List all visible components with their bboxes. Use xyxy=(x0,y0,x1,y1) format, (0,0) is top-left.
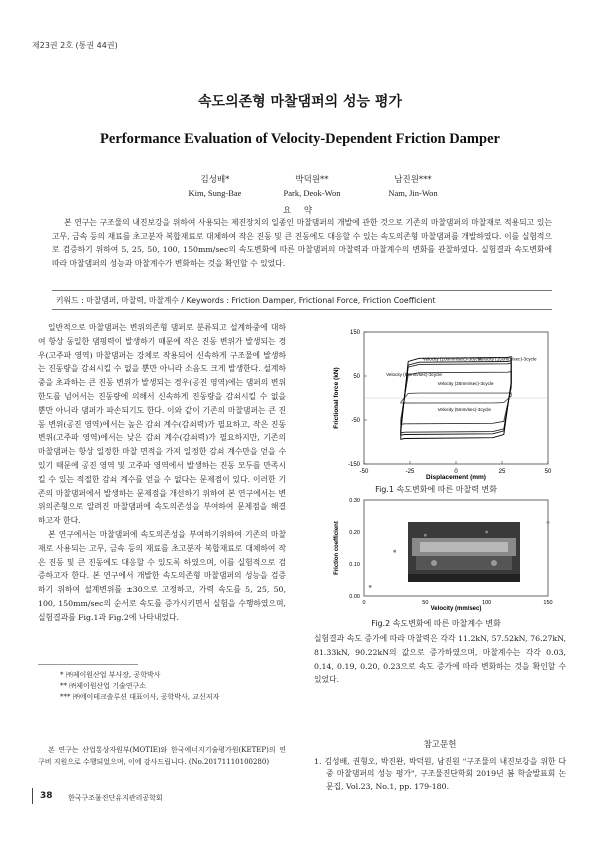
fig1-ytick-label: -50 xyxy=(351,418,360,424)
fig2-panel xyxy=(316,494,556,618)
author-2-name-en: Park, Deok-Won xyxy=(283,188,341,198)
fig2-point xyxy=(424,534,427,537)
abstract-body: 본 연구는 구조물의 내진보강을 위하여 사용되는 제진장치의 일종인 마찰댐퍼의 개발에 관한 것으로 기존의 마찰댐퍼의 마찰재로 적용되고 있는 고무, 금속 등의 재료를 초고분자 복합재료로 대체하여 작은 진동 및 큰 진동에도 대응할 수 있는 속도의존형 마찰댐퍼를 개발하였다. 이를 실험적으로 검증하기 위하여 5, 25, 50, 100, 150mm/sec의 속도변화에 따른 마찰댐퍼의 마찰력과 마찰계수의 변화를 관찰하였다. 실험결과 속도변화에 따라 마찰댐퍼의 성능과 마찰계수가 변화하는 것을 확인할 수 있었다. xyxy=(52,218,552,268)
fig2-chart xyxy=(316,494,556,618)
fig2-xlabel: Velocity (mm/sec) xyxy=(430,606,482,612)
footnotes xyxy=(38,670,286,703)
fig1-xtick-label: 0 xyxy=(454,469,458,475)
fig1-series-label: Velocity (100mm/sec)-3cycle xyxy=(422,356,482,362)
body-paragraph-2: 본 연구에서는 마찰댐퍼에 속도의존성을 부여하기위하여 기존의 마찰재로 사용되는 고무, 금속 등의 재료를 초고분자 복합재료로 대체하여 작은 진동 및 큰 진동에도 대응할 수 있도록 하였으며, 이를 실험적으로 검증하고자 한다. 본 연구에서 개발한 속도의존형 마찰댐퍼의 성능을 검증하기 위하여 설계변위를 ±30으로 고정하고, 가력 속도를 5, 25, 50, 100, 150mm/sec의 순서로 속도를 증가시키면서 실험을 수행하였으며, 실험결과를 Fig.1과 Fig.2에 나타내었다. xyxy=(38,529,286,622)
fig1-series-label: Velocity (25mm/sec)-3cycle xyxy=(437,380,494,386)
journal-issue-header: 제23권 2호 (통권 44권) xyxy=(32,41,118,50)
footer-rule xyxy=(32,788,33,804)
fig2-xtick-label: 150 xyxy=(543,600,553,606)
fig1-caption: Fig.1 속도변화에 따른 마찰력 변화 xyxy=(375,485,497,494)
fig2-point xyxy=(547,521,550,524)
body-paragraph-1: 일반적으로 마찰댐퍼는 변위의존형 댐퍼로 분류되고 설계하중에 대하여 항상 동일한 댐핑력이 발생하기 때문에 작은 진동 변위가 발생되는 경우(고주파 영역) 마찰댐퍼는 강체로 작용되어 신속하게 구조물에 발생하는 진동량을 감쇠시킬 수 없을 뿐만 아니라 소음도 크게 발생한다. 설계하중을 초과하는 큰 진동 변위가 발생되는 경우(공진 영역)에는 댐퍼의 변위한도를 넘어서는 진동량에 의해서 신속하게 진동량을 감쇠시킬 수 없을 뿐만 아니라 댐퍼가 파손되기도 한다. 이와 같이 기존의 마찰댐퍼는 큰 진동 변위(공진 영역)에서는 높은 감쇠 계수(감쇠력)가 필요하고, 작은 진동 변위(고주파 영역)에서는 낮은 감쇠 계수(감쇠력)가 필요하지만, 기존의 마찰댐퍼는 항상 일정한 마찰 면적을 가져 일정한 감쇠 계수만을 얻을 수 있기 때문에 공진 영역 및 고주파 영역에서 발생하는 진동 모두를 만족시킬 수 있는 적절한 감쇠 계수를 얻을 수 없다는 문제점이 있다. 이러한 기존의 마찰댐퍼에서 발생하는 문제점을 개선하기 위하여 본 연구에서는 변위의존형으로 알려진 마찰댐퍼에 속도의존성을 부여하여 문제점을 해결하고자 한다. xyxy=(38,323,286,526)
fig2-ytick-label: 0.30 xyxy=(349,498,360,504)
author-3 xyxy=(358,174,468,200)
abstract-heading: 요 약 xyxy=(282,206,318,216)
fig2-point xyxy=(393,550,396,553)
journal-name: 한국구조물진단유지관리공학회 xyxy=(68,794,163,802)
page-number: 38 xyxy=(40,791,53,801)
fig1-xtick-label: -25 xyxy=(405,469,415,475)
keywords: 키워드 : 마찰댐퍼, 마찰력, 마찰계수 / Keywords : Friction Damper, Frictional Force, Friction Coefficient xyxy=(56,296,436,305)
fig2-photo-inset xyxy=(408,522,520,582)
fig2-ytick-label: 0.00 xyxy=(349,594,360,600)
footnote-2: ** ㈜제이원산업 기술연구소 xyxy=(60,682,147,690)
references-heading: 참고문헌 xyxy=(423,740,457,750)
body-left-column xyxy=(38,321,286,625)
acknowledgment: 본 연구는 산업통상자원부(MOTIE)와 한국에너지기술평가원(KETEP)의 연구비 지원으로 수행되었으며, 이에 감사드립니다. (No.20171110100280) xyxy=(38,746,286,767)
fig2-point xyxy=(485,531,488,534)
author-2-name-ko: 박덕원** xyxy=(295,175,329,185)
footnote-3: *** ㈜에이테크솔루션 대표이사, 공학박사, 교신저자 xyxy=(60,693,220,701)
fig2-ytick-label: 0.20 xyxy=(349,530,360,536)
footnote-rule xyxy=(38,664,138,665)
author-1 xyxy=(160,174,270,200)
title-english: Performance Evaluation of Velocity-Dependent Friction Damper xyxy=(100,131,500,147)
title-korean: 속도의존형 마찰댐퍼의 성능 평가 xyxy=(198,94,402,110)
fig1-xlabel: Displacement (mm) xyxy=(426,474,486,481)
fig1-chart xyxy=(316,326,556,482)
reference-item: 1. 김성배, 권형오, 박진완, 박덕원, 남진원 "구조물의 내진보강을 위한 다중 마찰댐퍼의 성능 평가", 구조물진단학회 2019년 봄 학술발표회 논문집, Vol.23, No.1, pp. 179-180. xyxy=(314,757,566,791)
fig1-ytick-label: 50 xyxy=(353,374,360,380)
author-2 xyxy=(257,174,367,200)
fig1-series-label: Velocity (50mm/sec)-3cycle xyxy=(386,372,442,377)
fig1-series-label: Velocity (150mm/sec)-3cycle xyxy=(478,356,537,362)
results-paragraph: 실험결과 속도 증가에 따라 마찰력은 각각 11.2kN, 57.52kN, 76.27kN, 81.33kN, 90.22kN의 값으로 증가하였으며, 마찰계수는 각각 0.03, 0.14, 0.19, 0.20, 0.23으로 속도 증가에 따라 변화하는 것을 확인할 수 있었다. xyxy=(314,634,566,685)
fig2-caption: Fig.2 속도변화에 따른 마찰계수 변화 xyxy=(371,619,501,628)
author-1-name-en: Kim, Sung-Bae xyxy=(188,188,242,198)
author-1-name-ko: 김성배* xyxy=(200,175,230,185)
fig2-xtick-label: 0 xyxy=(362,600,366,606)
footnote-1: * ㈜제이원산업 부사장, 공학박사 xyxy=(60,671,161,679)
fig1-ylabel: Frictional force (kN) xyxy=(333,367,340,429)
fig2-y-ticks xyxy=(349,498,360,600)
fig1-ytick-label: -150 xyxy=(347,462,360,468)
keyword-rule-bottom xyxy=(52,309,552,310)
fig2-ytick-label: 0.10 xyxy=(349,562,360,568)
author-3-name-en: Nam, Jin-Won xyxy=(388,188,438,198)
keyword-rule-top xyxy=(52,290,552,291)
fig2-ylabel: Friction coefficient xyxy=(334,521,340,575)
fig2-point xyxy=(369,585,372,588)
fig1-x-ticks xyxy=(360,461,552,475)
fig1-xtick-label: -50 xyxy=(359,469,369,475)
fig2-xtick-label: 50 xyxy=(422,600,429,606)
fig1-xtick-label: 25 xyxy=(498,469,506,475)
fig2-xtick-label: 100 xyxy=(482,600,492,606)
fig1-series-label: Velocity (5mm/sec)-3cycle xyxy=(437,407,491,413)
fig1-ytick-label: 150 xyxy=(349,330,360,336)
fig1-xtick-label: 50 xyxy=(544,469,552,475)
author-3-name-ko: 남진원*** xyxy=(394,175,432,185)
